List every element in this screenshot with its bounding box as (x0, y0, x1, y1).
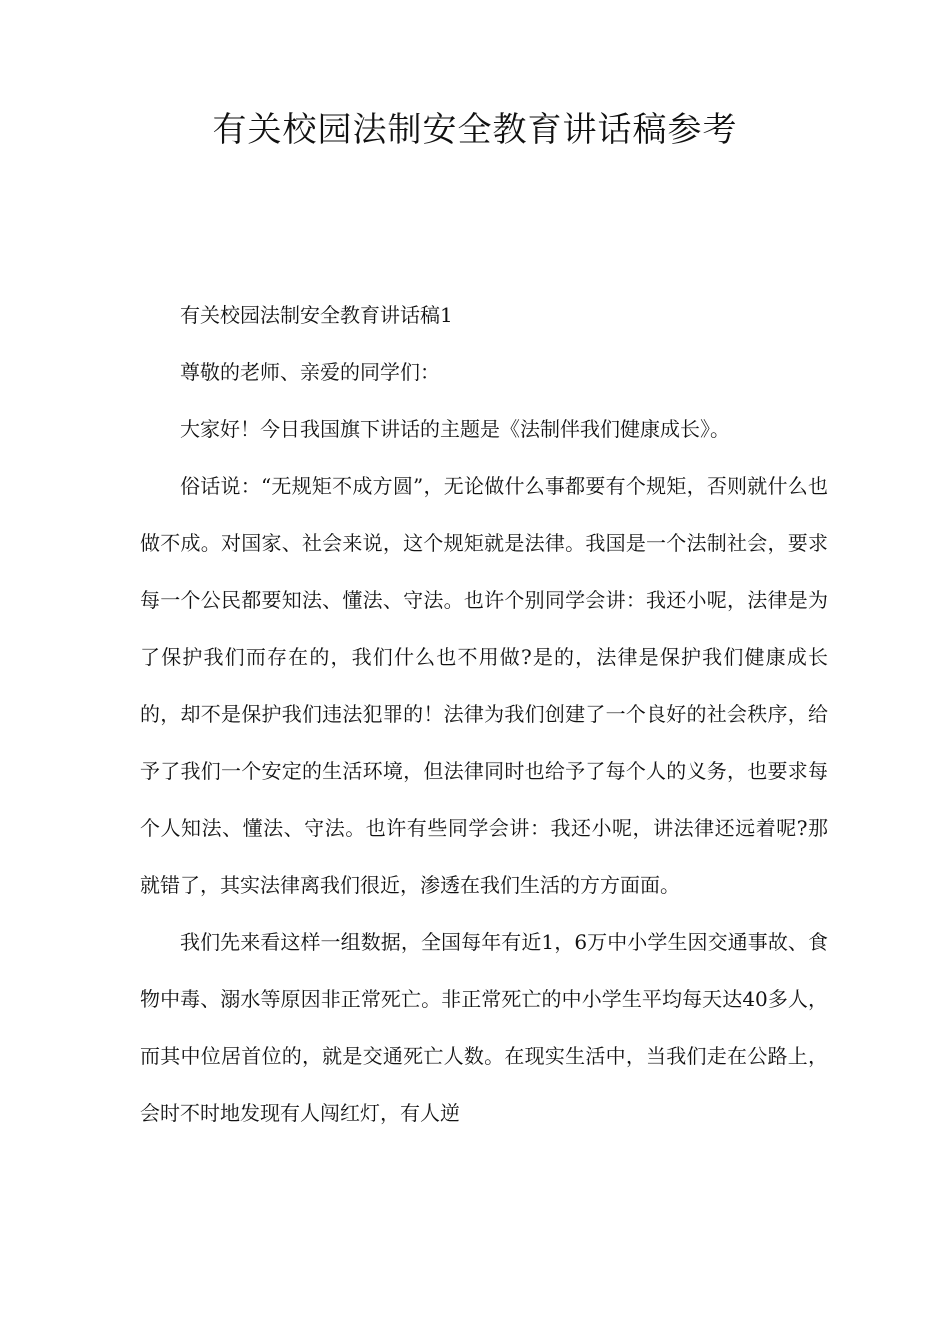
body-paragraph-statistics: 我们先来看这样一组数据，全国每年有近1，6万中小学生因交通事故、食物中毒、溺水等原因非正常死亡。非正常死亡的中小学生平均每天达40多人，而其中位居首位的，就是交通死亡人数。在现实生活中，当我们走在公路上，会时不时地发现有人闯红灯，有人逆 (140, 930, 828, 1125)
salutation: 尊敬的老师、亲爱的同学们： (180, 360, 440, 384)
body-paragraph-law: 俗话说：“无规矩不成方圆”，无论做什么事都要有个规矩，否则就什么也做不成。对国家、社会来说，这个规矩就是法律。我国是一个法制社会，要求每一个公民都要知法、懂法、守法。也许个别同学会讲：我还小呢，法律是为了保护我们而存在的，我们什么也不用做?是的，法律是保护我们健康成长的，却不是保护我们违法犯罪的！法律为我们创建了一个良好的社会秩序，给予了我们一个安定的生活环境，但法律同时也给予了每个人的义务，也要求每个人知法、懂法、守法。也许有些同学会讲：我还小呢，讲法律还远着呢?那就错了，其实法律离我们很近，渗透在我们生活的方方面面。 (140, 474, 828, 897)
speech-subtitle: 有关校园法制安全教育讲话稿1 (180, 303, 453, 327)
document-body (140, 287, 828, 1142)
document-title: 有关校园法制安全教育讲话稿参考 (212, 110, 738, 150)
greeting-paragraph: 大家好！今日我国旗下讲话的主题是《法制伴我们健康成长》。 (180, 417, 730, 441)
